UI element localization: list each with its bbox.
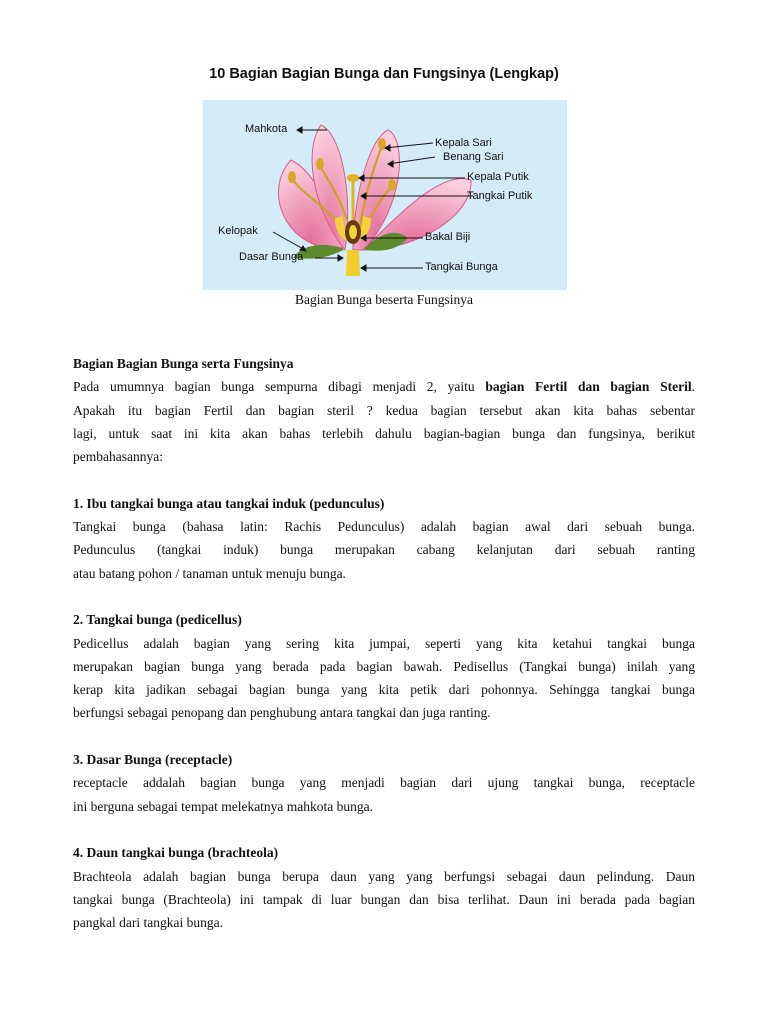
intro-text: Pada umumnya bagian bunga sempurna dibagi menjadi 2, yaitu: [73, 379, 486, 395]
label-mahkota: Mahkota: [245, 123, 288, 135]
label-benang-sari: Benang Sari: [443, 151, 504, 163]
section-line: kerap kita jadikan sebagai bagian bunga yang kita petik dari pohonnya. Sehingga tangkai bunga: [73, 682, 695, 698]
section-heading: 4. Daun tangkai bunga (brachteola): [73, 845, 279, 861]
section-line: Pedunculus (tangkai induk) bunga merupakan cabang kelanjutan dari sebuah ranting: [73, 542, 695, 558]
label-dasar-bunga: Dasar Bunga: [239, 251, 304, 263]
document-title: 10 Bagian Bagian Bunga dan Fungsinya (Lengkap): [209, 66, 559, 82]
article-body: [73, 352, 695, 934]
section-line: Pedicellus adalah bagian yang sering kita jumpai, seperti yang kita ketahui tangkai bunga: [73, 635, 695, 651]
flower-diagram: [203, 100, 567, 290]
label-tangkai-putik: Tangkai Putik: [467, 190, 533, 202]
intro-line: pembahasannya:: [73, 449, 163, 465]
flower-stalk: [346, 250, 360, 276]
intro-text-end: .: [691, 379, 695, 395]
section-line: merupakan bagian bunga yang berada pada bagian bawah. Pedisellus (Tangkai bunga) inilah yang: [73, 658, 695, 674]
intro-bold-text: bagian Fertil dan bagian Steril: [485, 379, 692, 395]
label-kelopak: Kelopak: [218, 225, 258, 237]
label-tangkai-bunga: Tangkai Bunga: [425, 261, 498, 273]
label-kepala-putik: Kepala Putik: [467, 171, 529, 183]
section-heading: 1. Ibu tangkai bunga atau tangkai induk (pedunculus): [73, 495, 385, 511]
label-kepala-sari: Kepala Sari: [435, 137, 492, 149]
section-line: pangkal dari tangkai bunga.: [73, 915, 223, 931]
section-line: berfungsi sebagai penopang dan penghubung antara tangkai dan juga ranting.: [73, 705, 491, 721]
section-line: ini berguna sebagai tempat melekatnya mahkota bunga.: [73, 798, 374, 814]
intro-line: lagi, untuk saat ini kita akan bahas terlebih dahulu bagian-bagian bunga dan fungsinya, berikut: [73, 425, 695, 441]
intro-line: Apakah itu bagian Fertil dan bagian steril ? kedua bagian tersebut akan kita bahas sebentar: [73, 402, 695, 418]
section-heading: 3. Dasar Bunga (receptacle): [73, 752, 233, 768]
section-line: Tangkai bunga (bahasa latin: Rachis Pedunculus) adalah bagian awal dari sebuah bunga.: [73, 519, 695, 535]
section-line: Brachteola adalah bagian bunga berupa daun yang yang berfungsi sebagai daun pelindung. Daun: [73, 868, 695, 884]
section-heading: 2. Tangkai bunga (pedicellus): [73, 612, 242, 628]
section-line: receptacle addalah bagian bunga yang menjadi bagian dari ujung tangkai bunga, receptacle: [73, 775, 695, 791]
label-bakal-biji: Bakal Biji: [425, 231, 471, 243]
section-line: tangkai bunga (Brachteola) ini tampak di luar bungan dan bisa terlihat. Daun ini berada pada bagian: [73, 891, 695, 907]
figure-caption: Bagian Bunga beserta Fungsinya: [294, 292, 474, 307]
intro-heading: Bagian Bagian Bunga serta Fungsinya: [73, 356, 294, 371]
intro-line: [73, 375, 695, 398]
section-line: atau batang pohon / tanaman untuk menuju bunga.: [73, 565, 346, 581]
